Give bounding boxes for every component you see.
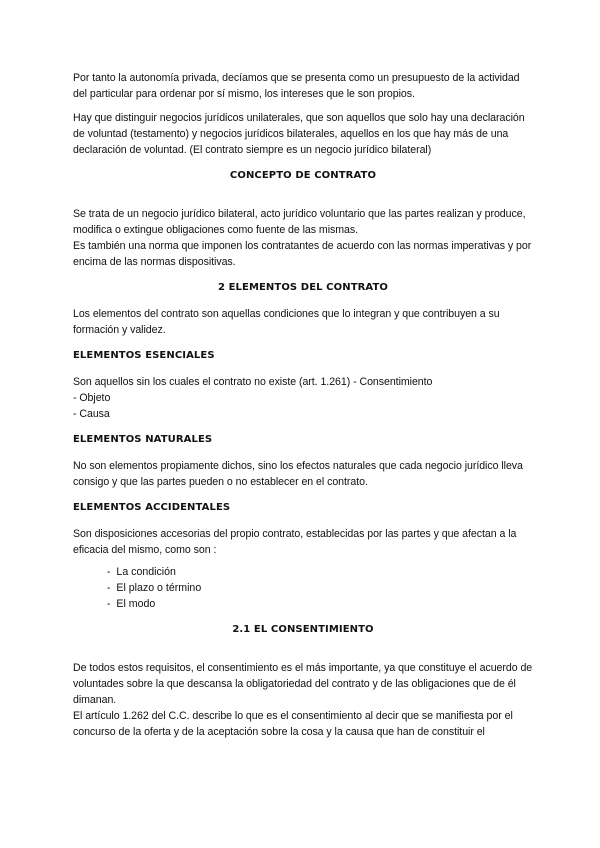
- elementos-paragraph: Los elementos del contrato son aquellas condiciones que lo integran y que contribuyen a su formación y validez.: [73, 308, 500, 336]
- concepto-paragraph-1: Se trata de un negocio jurídico bilateral, acto jurídico voluntario que las partes realizan y produce, modifica o extingue obligaciones como fuente de las mismas.: [73, 208, 526, 236]
- esenciales-section: [73, 374, 533, 422]
- esenciales-line-1: Son aquellos sin los cuales el contrato no existe (art. 1.261) - Consentimiento: [73, 376, 433, 388]
- concepto-paragraph-2: Es también una norma que imponen los contratantes de acuerdo con las normas imperativas y por encima de las normas dispositivas.: [73, 240, 532, 268]
- heading-concepto-de-contrato: CONCEPTO DE CONTRATO: [229, 170, 377, 181]
- esenciales-line-2: - Objeto: [73, 392, 111, 404]
- heading-elementos-naturales: ELEMENTOS NATURALES: [73, 434, 213, 445]
- intro-paragraph-2: Hay que distinguir negocios jurídicos unilaterales, que son aquellos que solo hay una declaración de voluntad (testamento) y negocios jurídicos bilaterales, aquellos en los que hay más de una declaración de voluntad. (El contrato siempre es un negocio jurídico bilateral): [73, 112, 525, 156]
- consentimiento-paragraph-1: De todos estos requisitos, el consentimiento es el más importante, ya que constituye el acuerdo de voluntades sobre la que descansa la obligatoriedad del contrato y de las obligaciones que de él dimanan.: [73, 662, 533, 706]
- list-item: - El plazo o término: [107, 580, 533, 596]
- consentimiento-paragraph-2: El artículo 1.262 del C.C. describe lo que es el consentimiento al decir que se manifiesta por el concurso de la oferta y de la aceptación sobre la cosa y la causa que han de constituir el: [73, 710, 513, 738]
- consentimiento-section: [73, 660, 533, 740]
- heading-el-consentimiento: 2.1 EL CONSENTIMIENTO: [232, 624, 374, 635]
- heading-elementos-esenciales: ELEMENTOS ESENCIALES: [73, 350, 215, 361]
- heading-elementos-accidentales: ELEMENTOS ACCIDENTALES: [73, 502, 231, 513]
- esenciales-line-3: - Causa: [73, 408, 110, 420]
- list-item: - La condición: [107, 564, 533, 580]
- naturales-paragraph: No son elementos propiamente dichos, sino los efectos naturales que cada negocio jurídico lleva consigo y que las partes pueden o no establecer en el contrato.: [73, 460, 523, 488]
- heading-elementos-del-contrato: 2 ELEMENTOS DEL CONTRATO: [217, 282, 389, 293]
- concepto-section: [73, 206, 533, 270]
- document-page: [73, 70, 533, 740]
- accidentales-paragraph: Son disposiciones accesorias del propio contrato, establecidas por las partes y que afectan a la eficacia del mismo, como son :: [73, 528, 517, 556]
- intro-paragraph-1: Por tanto la autonomía privada, decíamos que se presenta como un presupuesto de la actividad del particular para ordenar por sí mismo, los intereses que le son propios.: [73, 72, 520, 100]
- accidentales-list: [107, 564, 533, 612]
- list-item: - El modo: [107, 596, 533, 612]
